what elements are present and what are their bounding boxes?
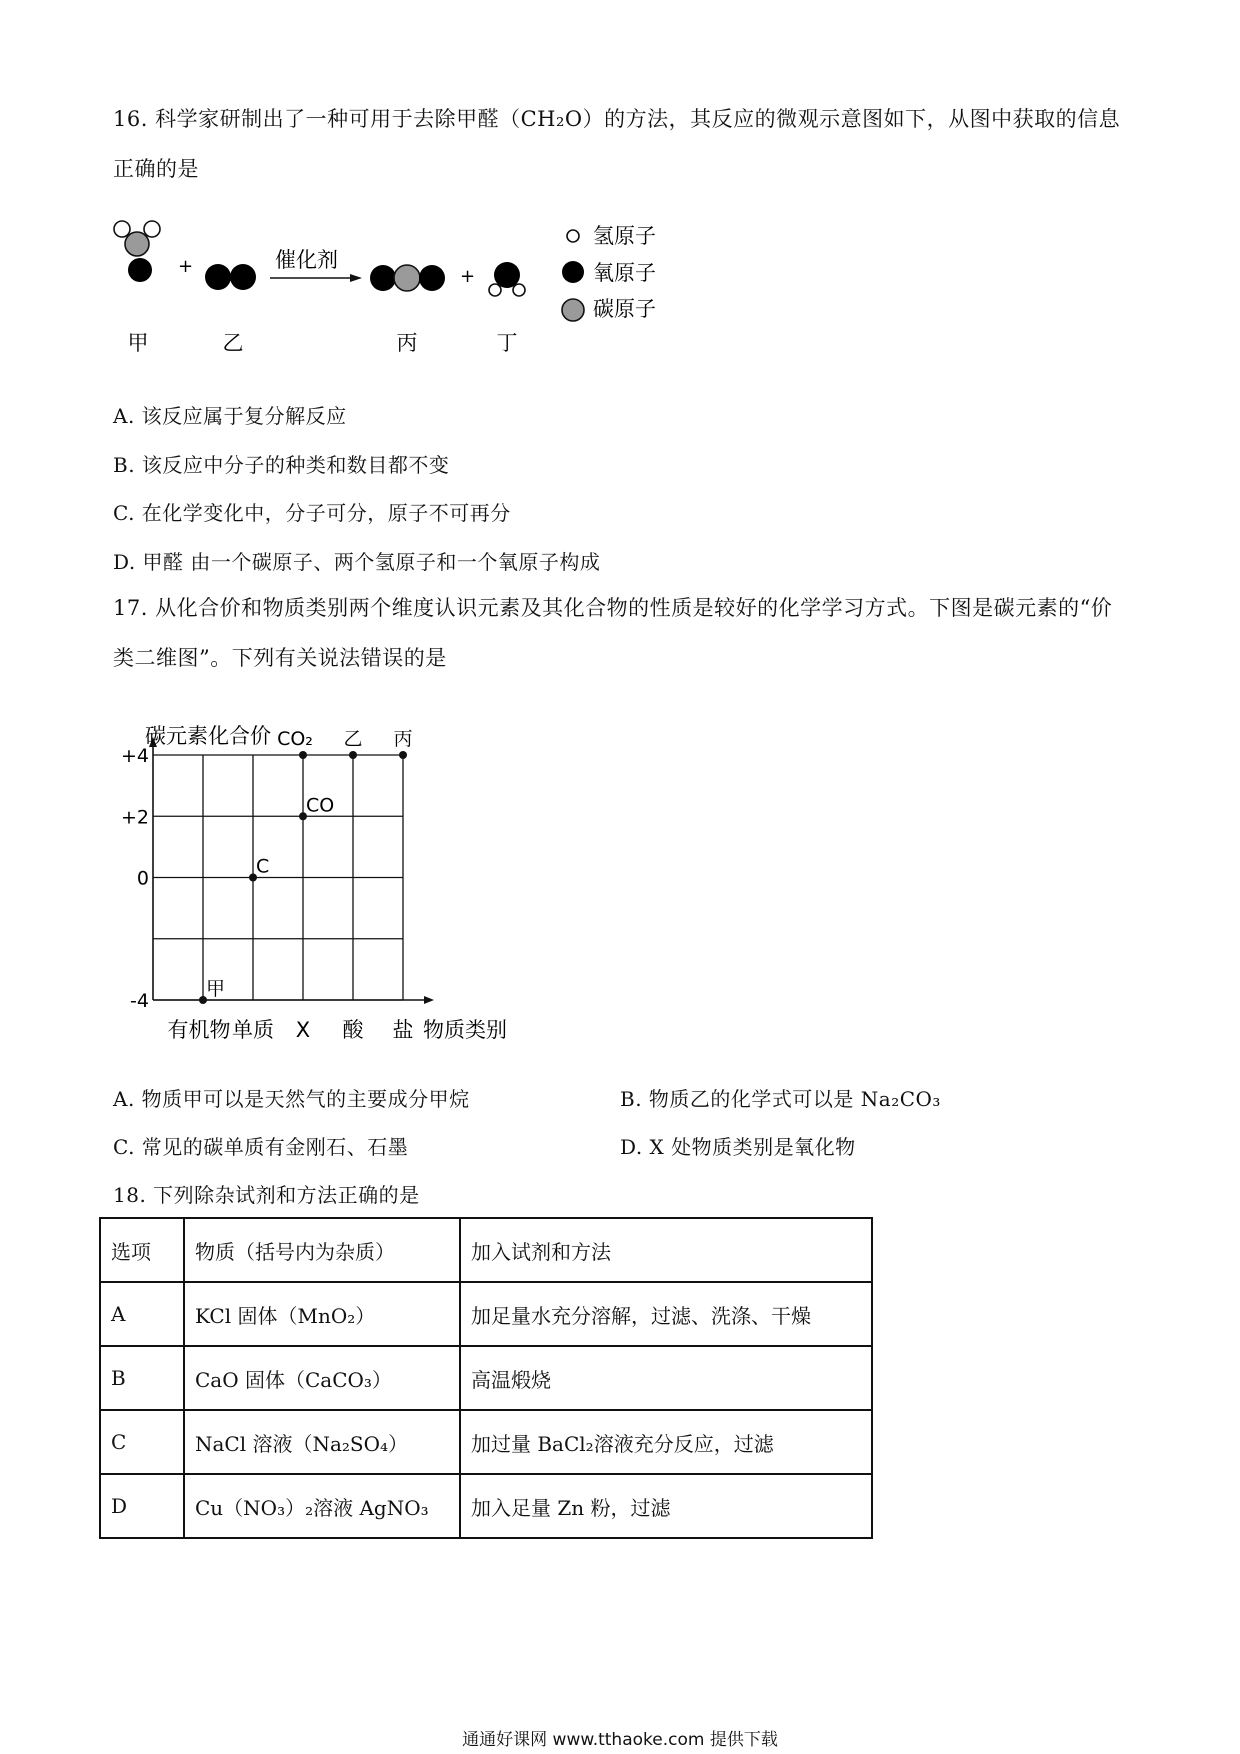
label-ding: 丁 <box>496 331 518 355</box>
legend-oxygen-icon <box>562 261 584 283</box>
table-row <box>100 1346 872 1410</box>
cell-method: 高温煅烧 <box>460 1346 872 1410</box>
header-option: 选项 <box>100 1218 184 1282</box>
data-point <box>349 751 357 759</box>
q17-stem-line1: 17. 从化合价和物质类别两个维度认识元素及其化合物的性质是较好的化学学习方式。下图是碳元素的“价 <box>113 596 1113 620</box>
q17-option-a: A. 物质甲可以是天然气的主要成分甲烷 <box>113 1087 470 1111</box>
data-point <box>299 751 307 759</box>
label-bing: 丙 <box>396 331 418 355</box>
legend <box>562 224 656 321</box>
molecule-jia <box>114 221 160 282</box>
question-17-stem <box>113 583 1130 683</box>
q16-option-b: B. 该反应中分子的种类和数目都不变 <box>113 453 450 477</box>
y-tick-label: +2 <box>120 806 149 829</box>
q17-option-d: D. X 处物质类别是氧化物 <box>620 1135 856 1159</box>
q16-stem-line2: 正确的是 <box>113 157 199 181</box>
legend-hydrogen-label: 氢原子 <box>593 224 656 248</box>
header-method: 加入试剂和方法 <box>460 1218 872 1282</box>
q17-stem-line2: 类二维图”。下列有关说法错误的是 <box>113 646 447 670</box>
legend-carbon-label: 碳原子 <box>593 297 656 321</box>
catalyst-label: 催化剂 <box>275 248 338 272</box>
header-substance: 物质（括号内为杂质） <box>184 1218 460 1282</box>
table-header-row <box>100 1218 872 1282</box>
cell-option: B <box>100 1346 184 1410</box>
cell-method: 加足量水充分溶解，过滤、洗涤、干燥 <box>460 1282 872 1346</box>
x-category-label: 酸 <box>342 1018 364 1042</box>
y-tick-label: 0 <box>136 867 149 890</box>
plus-sign-2: + <box>460 266 476 287</box>
data-label: 丙 <box>393 728 413 750</box>
y-tick-label: +4 <box>120 745 149 767</box>
x-category-label: 盐 <box>392 1018 414 1042</box>
cell-option: A <box>100 1282 184 1346</box>
q16-option-d: D. 甲醛 由一个碳原子、两个氢原子和一个氧原子构成 <box>113 550 601 574</box>
x-category-label: X <box>295 1018 311 1042</box>
x-category-label: 有机物 <box>167 1018 231 1042</box>
label-yi: 乙 <box>222 331 244 355</box>
q17-option-c: C. 常见的碳单质有金刚石、石墨 <box>113 1135 409 1159</box>
q16-option-c: C. 在化学变化中，分子可分，原子不可再分 <box>113 501 511 525</box>
legend-oxygen-label: 氧原子 <box>593 261 656 285</box>
molecule-yi <box>205 264 256 290</box>
question-16-stem <box>113 94 1130 194</box>
data-label: CO₂ <box>277 728 313 750</box>
cell-substance: KCl 固体（MnO₂） <box>184 1282 460 1346</box>
q17-valence-class-chart <box>105 715 565 1045</box>
plus-sign-1: + <box>178 256 194 277</box>
cell-substance: CaO 固体（CaCO₃） <box>184 1346 460 1410</box>
cell-substance: Cu（NO₃）₂溶液 AgNO₃ <box>184 1474 460 1538</box>
cell-option: C <box>100 1410 184 1474</box>
x-axis-arrow <box>424 996 434 1004</box>
q16-option-a: A. 该反应属于复分解反应 <box>113 404 347 428</box>
page-footer: 通通好课网 www.tthaoke.com 提供下载 <box>462 1730 778 1750</box>
molecule-bing <box>370 265 445 291</box>
x-axis-label: 物质类别 <box>423 1018 507 1042</box>
data-point <box>399 751 407 759</box>
data-label: CO <box>306 794 335 817</box>
y-axis-label: 碳元素化合价 <box>145 724 271 748</box>
x-category-label: 单质 <box>232 1018 274 1042</box>
table-row <box>100 1410 872 1474</box>
cell-substance: NaCl 溶液（Na₂SO₄） <box>184 1410 460 1474</box>
data-label: 乙 <box>343 728 363 750</box>
legend-carbon-icon <box>562 299 584 321</box>
table-row <box>100 1282 872 1346</box>
q18-stem: 18. 下列除杂试剂和方法正确的是 <box>113 1183 420 1207</box>
data-label: 甲 <box>206 978 226 1000</box>
q16-reaction-diagram <box>100 210 700 360</box>
q17-option-b: B. 物质乙的化学式可以是 Na₂CO₃ <box>620 1087 941 1111</box>
molecule-ding <box>489 262 525 296</box>
cell-option: D <box>100 1474 184 1538</box>
q16-stem-line1: 16. 科学家研制出了一种可用于去除甲醛（CH₂O）的方法，其反应的微观示意图如下，从图中获取的信息 <box>113 107 1121 131</box>
cell-method: 加过量 BaCl₂溶液充分反应，过滤 <box>460 1410 872 1474</box>
table-row <box>100 1474 872 1538</box>
data-label: C <box>256 855 270 878</box>
legend-hydrogen-icon <box>567 230 579 242</box>
label-jia: 甲 <box>127 331 149 355</box>
y-tick-label: -4 <box>130 990 149 1012</box>
q18-table <box>99 1217 873 1539</box>
cell-method: 加入足量 Zn 粉，过滤 <box>460 1474 872 1538</box>
